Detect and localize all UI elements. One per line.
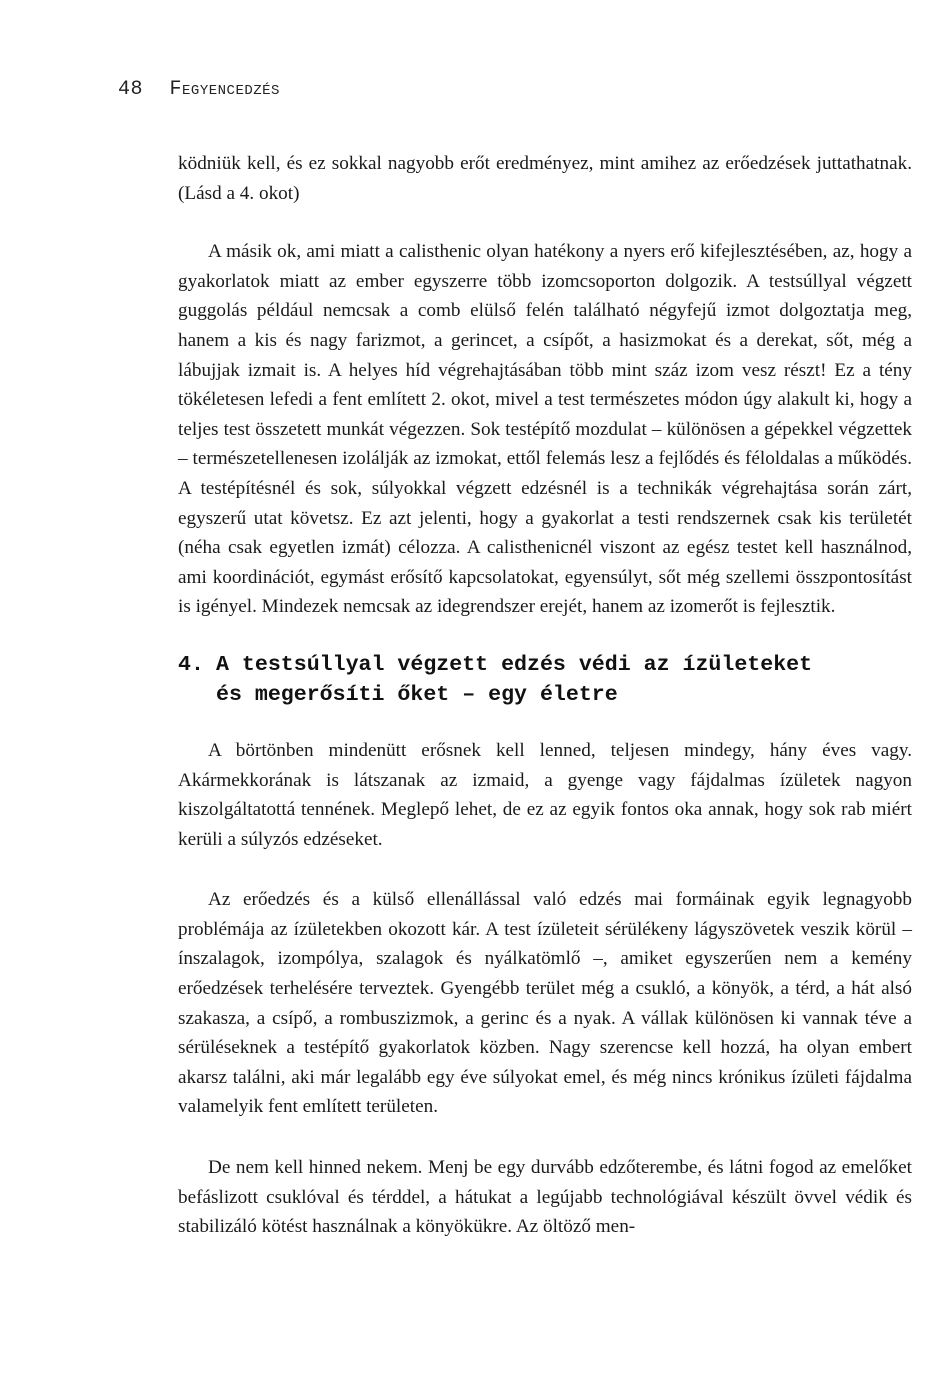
paragraph-calisthenics-compound: A másik ok, ami miatt a calisthenic olyan hatékony a nyers erő kifejlesztésében, az, hogy a gyakorlatok miatt az ember egyszerre több izomcsoporton dolgozik. A testsúllyal végzett guggolás például nemcsak a comb elülső felén található négyfejű izmot dolgoztatja meg, hanem a kis és nagy farizmot, a gerincet, a csípőt, a hasizmokat és a derekat, sőt, még a lábujjak izmait is. A helyes híd végrehajtásában több mint száz izom vesz részt! Ez a tény tökéletesen lefedi a fent említett 2. okot, mivel a test természetes módon úgy alakult ki, hogy a teljes test összetett munkát végezzen. Sok testépítő mozdulat – különösen a gépekkel végzettek – természetellenesen izolálják az izmokat, ettől felemás lesz a fejlődés és féloldalas a működés. A testépítésnél és sok, súlyokkal végzett edzésnél is a technikák végrehajtása során zárt, egyszerű utat követsz. Ez azt jelenti, hogy a gyakorlat a testi rendszernek csak kis területét (néha csak egyetlen izmát) célozza. A calisthenicnél viszont az egész testet kell használnod, ami koordinációt, egymást erősítő kapcsolatokat, egyensúlyt, sőt még szellemi összpontosítást is igényel. Mindezek nemcsak az idegrendszer erejét, hanem az izomerőt is fejlesztik. <box>178 241 912 618</box>
section-heading <box>178 650 912 710</box>
section-title-line-2: és megerősíti őket – egy életre <box>216 682 618 707</box>
paragraph-prison-strength: A börtönben mindenütt erősnek kell lenned, teljesen mindegy, hány éves vagy. Akármekkorának is látszanak az izmaid, a gyenge vagy fájdalmas ízületek nagyon kiszolgáltatottá tennének. Meglepő lehet, de ez az egyik fontos oka annak, hogy sok rab miért kerüli a súlyzós edzéseket. <box>178 739 912 850</box>
page-number: 48 <box>118 78 144 101</box>
section-title <box>216 650 912 710</box>
section-number: 4. <box>178 652 204 677</box>
running-header <box>118 78 280 101</box>
section-title-line-1: A testsúllyal végzett edzés védi az ízületeket <box>216 652 813 677</box>
page-body <box>178 149 912 1242</box>
book-title: Fegyencedzés <box>169 78 280 101</box>
paragraph-joint-damage: Az erőedzés és a külső ellenállással való edzés mai formáinak egyik legnagyobb problémája az ízületekben okozott kár. A test ízületeit sérülékeny lágyszövetek veszik körül – ínszalagok, izompólya, szalagok és nyálkatömlő –, amiket egyszerűen nem a kemény erőedzések terhelésére terveztek. Gyengébb terület még a csukló, a könyök, a térd, a hát alsó szakasza, a csípő, a rombuszizmok, a gerinc és a nyak. A vállak különösen ki vannak téve a sérüléseknek a testépítő gyakorlatok közben. Nagy szerencse kell hozzá, ha olyan embert akarsz találni, aki már legalább egy éve súlyokat emel, és még nincs krónikus ízületi fájdalma valamelyik fent említett területen. <box>178 889 912 1118</box>
paragraph-gym-example: De nem kell hinned nekem. Menj be egy durvább edzőterembe, és látni fogod az emelőket befáslizott csuklóval és térddel, a hátukat a legújabb technológiával készült övvel védik és stabilizáló kötést használnak a könyökükre. Az öltöző men- <box>178 1157 912 1238</box>
paragraph-continued: ködniük kell, és ez sokkal nagyobb erőt eredményez, mint amihez az erőedzések juttathatnak. (Lásd a 4. okot) <box>178 153 912 204</box>
